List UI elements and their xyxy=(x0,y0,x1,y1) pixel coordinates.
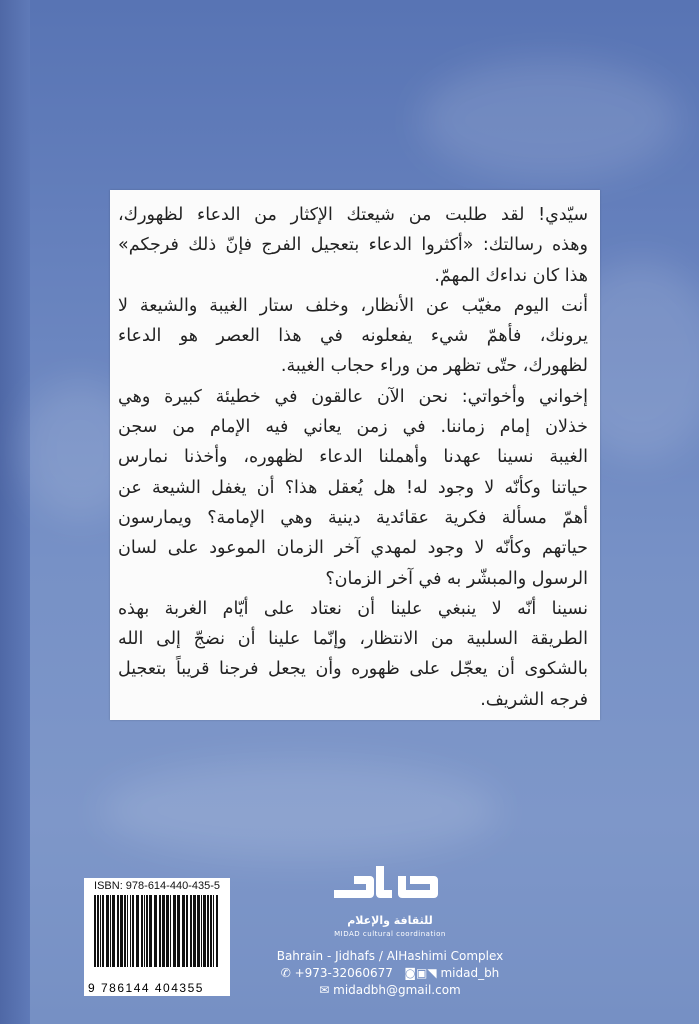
barcode-number: 9 786144 404355 xyxy=(88,981,204,995)
text-line: فرجه الشريف. xyxy=(480,689,588,710)
barcode-bar xyxy=(159,895,161,967)
barcode-bar xyxy=(166,895,169,967)
cloud xyxy=(420,60,680,180)
text-line: أهمّ مسألة فكرية عقائدية دينية وهي الإمامة؟ ويمارسون xyxy=(118,507,588,528)
publisher-email-row xyxy=(270,983,510,997)
barcode-bar xyxy=(120,895,123,967)
barcode-bar xyxy=(94,895,96,967)
text-line: بالشكوى أن يعجّل على ظهوره وأن يجعل فرجنا قريباً بتعجيل xyxy=(118,659,588,680)
barcode-bar xyxy=(136,895,139,967)
barcode-bar xyxy=(213,895,214,967)
barcode-bar xyxy=(106,895,109,967)
barcode-bar xyxy=(146,895,148,967)
instagram-facebook-telegram-icons: ◙▣◥ xyxy=(404,966,437,980)
barcode-bar xyxy=(190,895,192,967)
publisher-contacts xyxy=(270,966,510,980)
text-line: أنت اليوم مغيّب عن الأنظار، وخلف ستار الغيبة والشيعة لا xyxy=(118,295,588,316)
barcode-bar xyxy=(117,895,119,967)
text-line: خذلان إمام زماننا. في زمن يعاني فيه الإمام من سجن xyxy=(118,417,588,438)
text-line: حياتهم وكأنّه لا وجود لمهدي آخر الزمان الموعود على لسان xyxy=(118,538,588,559)
barcode-bar xyxy=(210,895,212,967)
publisher-address: Bahrain - Jidhafs / AlHashimi Complex xyxy=(276,949,504,963)
text-line: الرسول والمبشّر به في آخر الزمان؟ xyxy=(325,568,588,589)
barcode-bar xyxy=(207,895,209,967)
barcode-bar xyxy=(193,895,196,967)
barcode-bar xyxy=(162,895,165,967)
whatsapp-icon: ✆ xyxy=(280,966,291,980)
barcode-bar xyxy=(170,895,171,967)
barcode-bar xyxy=(186,895,188,967)
blurb-text xyxy=(118,200,588,715)
isbn-barcode-label xyxy=(84,878,230,996)
barcode-icon xyxy=(92,895,222,981)
barcode-bar xyxy=(97,895,99,967)
barcode-bar xyxy=(173,895,176,967)
barcode-bar xyxy=(203,895,206,967)
barcode-bar xyxy=(216,895,218,967)
text-line: يرونك، فأهمّ شيء يفعلونه في هذا العصر هو الدعاء xyxy=(118,326,588,347)
barcode-bar xyxy=(177,895,180,967)
isbn-number: ISBN: 978-614-440-435-5 xyxy=(94,880,220,892)
midad-logo-icon xyxy=(330,866,440,912)
text-line: الغيبة نسينا عهدنا وأهملنا الدعاء لظهوره، وأخذنا نمارس xyxy=(118,447,588,468)
barcode-bar xyxy=(154,895,157,967)
email-icon: ✉ xyxy=(319,983,330,997)
social-handle: midad_bh xyxy=(440,966,500,980)
text-line: نسينا أنّه لا ينبغي علينا أن نعتاد على أيّام الغربة بهذه xyxy=(118,598,588,619)
barcode-bar xyxy=(132,895,134,967)
text-line: هذا كان نداءك المهمّ. xyxy=(434,265,588,286)
text-line: إخواني وأخواتي: نحن الآن عالقون في خطيئة كبيرة وهي xyxy=(118,386,588,407)
barcode-bar xyxy=(100,895,101,967)
text-line: وهذه رسالتك: «أكثروا الدعاء بتعجيل الفرج فإنّ ذلك فرجكم» xyxy=(118,235,588,256)
phone-number: +973-32060677 xyxy=(294,966,393,980)
text-line: سيّدي! لقد طلبت من شيعتك الإكثار من الدعاء لظهورك، xyxy=(118,205,588,225)
barcode-bar xyxy=(112,895,115,967)
barcode-bar xyxy=(201,895,202,967)
cloud xyxy=(100,760,500,860)
barcode-bar xyxy=(149,895,152,967)
publisher-tagline-ar: للثقافة والإعلام xyxy=(347,914,433,927)
barcode-bar xyxy=(197,895,200,967)
barcode-bar xyxy=(102,895,104,967)
barcode-bar xyxy=(130,895,131,967)
text-line: حياتنا وكأنّه لا وجود له! هل يُعقل هذا؟ أن يغفل الشيعة عن xyxy=(118,477,588,498)
barcode-bar xyxy=(141,895,143,967)
back-cover-text-box xyxy=(110,190,600,720)
text-line: لظهورك، حتّى تظهر من وراء حجاب الغيبة. xyxy=(280,356,588,377)
barcode-bar xyxy=(110,895,111,967)
barcode-bar xyxy=(144,895,145,967)
publisher-tagline-en: MIDAD cultural coordination xyxy=(334,930,446,938)
book-spine-edge xyxy=(0,0,30,1024)
barcode-bar xyxy=(182,895,185,967)
barcode-bar xyxy=(127,895,128,967)
barcode-bar xyxy=(124,895,126,967)
email-address: midadbh@gmail.com xyxy=(333,983,461,997)
text-line: الطريقة السلبية من الانتظار، وإنّما علينا أن نضجّ إلى الله xyxy=(118,629,588,650)
